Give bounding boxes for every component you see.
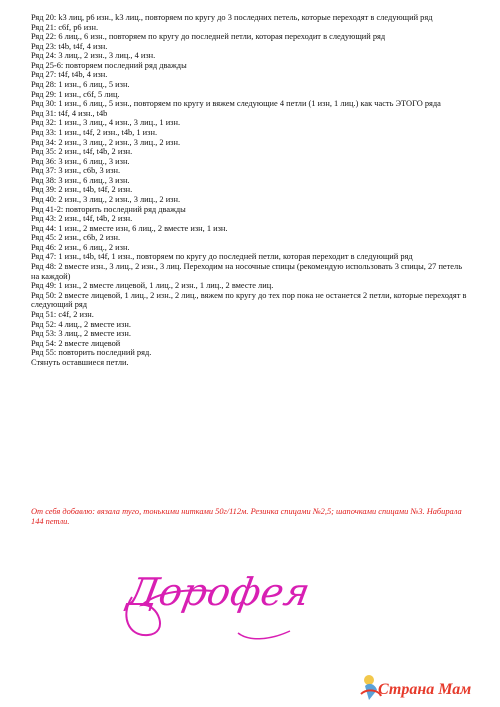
pattern-rows [31,13,471,367]
pattern-row: Ряд 21: c6f, p6 изн. [31,22,99,32]
pattern-row: Ряд 30: 1 изн., 6 лиц., 5 изн., повторяем по кругу и вяжем следующие 4 петли (1 изн, 1 лиц.) как часть ЭТОГО ряда [31,99,441,109]
site-watermark: Страна Мам [378,681,472,698]
pattern-row: Ряд 49: 1 изн., 2 вместе лицевой, 1 лиц., 2 изн., 1 лиц., 2 вместе лиц. [31,281,274,291]
pattern-row: Ряд 47: 1 изн., t4b, t4f, 1 изн., повторяем по кругу до последней петли, которая переходит в следующий ряд [31,252,413,262]
pattern-row: Ряд 52: 4 лиц., 2 вместе изн. [31,319,131,329]
pattern-row: Ряд 46: 2 изн., 6 лиц., 2 изн. [31,242,130,252]
signature: Дорофея [124,570,314,614]
pattern-row: Ряд 29: 1 изн., c6f, 5 лиц. [31,89,120,99]
pattern-row: Ряд 50: 2 вместе лицевой, 1 лиц., 2 изн., 2 лиц., вяжем по кругу до тех пор пока не останется 2 петли, которые переходят в следующий ряд [31,290,467,310]
pattern-row: Ряд 41-2: повторить последний ряд дважды [31,204,186,214]
pattern-row: Ряд 36: 3 изн., 6 лиц., 3 изн. [31,156,130,166]
pattern-row: Ряд 51: c4f, 2 изн. [31,309,94,319]
pattern-row: Ряд 44: 1 изн., 2 вместе изн, 6 лиц., 2 вместе изн, 1 изн. [31,223,228,233]
pattern-row: Ряд 34: 2 изн., 3 лиц., 2 изн., 3 лиц., 2 изн. [31,137,181,147]
author-note: От себя добавлю: вязала туго, тонькими нитками 50г/112м. Резинка спицами №2,5; шапочками спицами №3. Набирала 144 петли. [31,507,462,527]
pattern-row: Ряд 43: 2 изн., t4f, t4b, 2 изн. [31,214,133,224]
pattern-row: Ряд 28: 1 изн., 6 лиц., 5 изн. [31,80,130,90]
pattern-row: Ряд 32: 1 изн., 3 лиц., 4 изн., 3 лиц., 1 изн. [31,118,181,128]
pattern-row: Ряд 23: t4b, t4f, 4 изн. [31,41,108,51]
pattern-row: Ряд 33: 1 изн., t4f, 2 изн., t4b, 1 изн. [31,127,158,137]
pattern-row: Ряд 35: 2 изн., t4f, t4b, 2 изн. [31,147,133,157]
pattern-row: Ряд 31: t4f, 4 изн., t4b [31,108,108,118]
pattern-row: Стянуть оставшиеся петли. [31,357,129,367]
pattern-row: Ряд 54: 2 вместе лицевой [31,338,121,348]
pattern-row: Ряд 22: 6 лиц., 6 изн., повторяем по кругу до последней петли, которая переходит в следующий ряд [31,32,386,42]
pattern-row: Ряд 37: 3 изн., c6b, 3 изн. [31,166,121,176]
pattern-row: Ряд 38: 3 изн., 6 лиц., 3 изн. [31,175,130,185]
pattern-row: Ряд 27: t4f, t4b, 4 изн. [31,70,108,80]
pattern-row: Ряд 45: 2 изн., c6b, 2 изн. [31,233,121,243]
pattern-row: Ряд 40: 2 изн., 3 лиц., 2 изн., 3 лиц., 2 изн. [31,194,181,204]
pattern-row: Ряд 39: 2 изн., t4b, t4f, 2 изн. [31,185,133,195]
pattern-row: Ряд 20: k3 лиц, p6 изн., k3 лиц., повторяем по кругу до 3 последних петель, которые переходят в следующий ряд [31,13,433,22]
pattern-row: Ряд 48: 2 вместе изн., 3 лиц., 2 изн., 3 лиц. Переходим на носочные спицы (рекомендую использовать 3 спицы, 27 петель на каждой) [31,262,463,281]
pattern-row: Ряд 24: 3 лиц., 2 изн., 3 лиц., 4 изн. [31,51,156,61]
pattern-row: Ряд 53: 3 лиц., 2 вместе изн. [31,329,131,339]
pattern-row: Ряд 25-6: повторяем последний ряд дважды [31,60,187,70]
pattern-row: Ряд 55: повторить последний ряд. [31,348,152,358]
